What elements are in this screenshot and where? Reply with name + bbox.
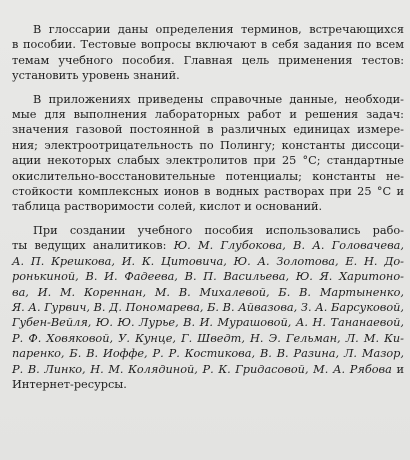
text-line: Р. Ф. Ховяковой, У. Кунце, Г. Шведт, Н. Э. Гельман, Л. М. Ки- (12, 331, 404, 345)
text-line: ронькиной, В. И. Фадеева, В. П. Васильева, Ю. Я. Харитоно- (12, 270, 404, 284)
text-line: темам учебного пособия. Главная цель применения тестов: (12, 53, 404, 67)
text-line: Интернет-ресурсы. (12, 377, 127, 391)
text-line: паренко, Б. В. Иоффе, Р. Р. Костикова, В. В. Разина, Л. Мазор, (12, 347, 404, 361)
text-line: в пособии. Тестовые вопросы включают в себя задания по всем (12, 38, 404, 52)
text-line: Я. А. Гурвич, В. Д. Пономарева, Б. В. Айвазова, З. А. Барсуковой, (12, 300, 404, 314)
page-text (12, 22, 404, 400)
text-line: В глоссарии даны определения терминов, встречающихся (33, 23, 404, 36)
text-line: окислительно-восстановительные потенциалы; константы не- (12, 169, 404, 183)
text-line: Р. В. Линко, Н. М. Колядиной, Р. К. Гридасовой, М. А. Рябова и (12, 362, 405, 376)
paragraph-authors (12, 223, 404, 392)
text-line: ния; электроотрицательность по Полингу; константы диссоци- (12, 138, 404, 152)
text-line: А. П. Крешкова, И. К. Цитовича, Ю. А. Золотова, Е. Н. До- (12, 254, 404, 268)
text-line: ации некоторых слабых электролитов при 25 °С; стандартные (12, 154, 404, 168)
text-line: установить уровень знаний. (12, 69, 180, 83)
text-line: При создании учебного пособия использовались рабо- (33, 223, 404, 237)
paragraph-glossary (12, 22, 404, 84)
text-line: ты ведущих аналитиков: Ю. М. Глубокова, В. А. Головачева, (12, 239, 404, 253)
text-line: ва, И. М. Кореннан, М. В. Михалевой, Б. В. Мартыненко, (12, 285, 404, 299)
text-line: Губен-Вейля, Ю. Ю. Лурье, В. И. Мурашовой, А. Н. Тананаевой, (12, 316, 404, 330)
text-line: мые для выполнения лабораторных работ и решения задач: (12, 108, 404, 122)
text-line: таблица растворимости солей, кислот и оснований. (12, 200, 323, 214)
text-line: В приложениях приведены справочные данные, необходи- (33, 92, 404, 106)
text-line: значения газовой постоянной в различных единицах измере- (12, 123, 404, 137)
paragraph-appendices (12, 92, 404, 215)
text-line: стойкости комплексных ионов в водных растворах при 25 °С и (12, 185, 404, 199)
